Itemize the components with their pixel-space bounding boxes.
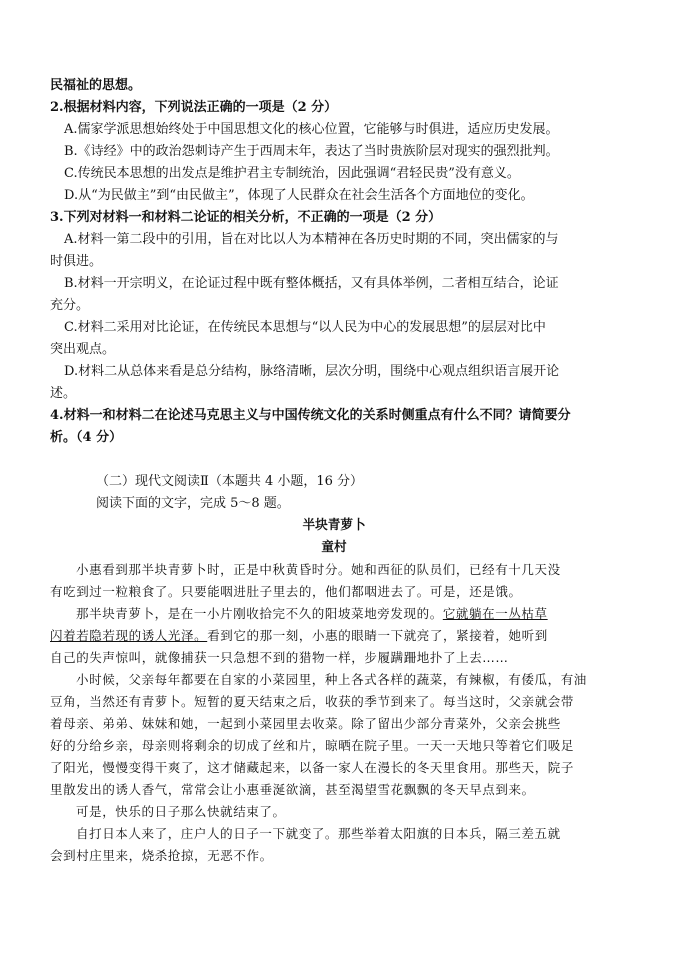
story-p3-line1: 小时候，父亲每年都要在自家的小菜园里，种上各式各样的蔬菜，有辣椒，有倭瓜，有油 — [76, 672, 587, 687]
story-p2-line3: 自己的失声惊叫，就像捕获一只急想不到的猎物一样，步履蹒跚地扑了上去…… — [50, 650, 509, 665]
q4-line2: 析。（4 分） — [50, 430, 123, 445]
story-p2-line2-text: 看到它的那一刻，小惠的眼睛一下就亮了，紧接着，她听到 — [207, 628, 548, 643]
q3-option-c-line1: C.材料二采用对比论证，在传统民本思想与“以人民为中心的发展思想”的层层对比中 — [64, 320, 546, 335]
q3-option-b-line2: 充分。 — [50, 298, 90, 313]
story-p2-line1-text: 那半块青萝卜，是在一小片刚收拾完不久的阳坡菜地旁发现的。 — [76, 606, 443, 621]
story-p3-line6: 里散发出的诱人香气，常常会让小惠垂涎欲滴，甚至渴望雪花飘飘的冬天早点到来。 — [50, 782, 535, 797]
q2-option-c: C.传统民本思想的出发点是维护君主专制统治，因此强调“君轻民贵”没有意义。 — [64, 166, 520, 181]
story-p2-underlined-2: 闪着若隐若现的诱人光泽。 — [50, 628, 208, 643]
story-p3-line4: 好的分给乡亲，母亲则将剩余的切成了丝和片，晾晒在院子里。一天一天地只等着它们吸足 — [50, 738, 575, 753]
q3-option-b-line1: B.材料一开宗明义，在论证过程中既有整体概括，又有具体举例，二者相互结合，论证 — [64, 276, 559, 291]
q2-option-a: A.儒家学派思想始终处于中国思想文化的核心位置，它能够与时俱进，适应历史发展。 — [64, 122, 559, 137]
story-p1-line2: 有吃到过一粒粮食了。只要能咽进肚子里去的，他们都咽进去了。可是，还是饿。 — [50, 584, 522, 599]
story-p2-line1 — [76, 606, 548, 622]
q3-option-d-line2: 述。 — [50, 386, 77, 401]
q2-stem: 2.根据材料内容，下列说法正确的一项是（2 分） — [50, 100, 338, 115]
story-title: 半块青萝卜 — [302, 518, 366, 533]
story-p5-line1: 自打日本人来了，庄户人的日子一下就变了。那些举着太阳旗的日本兵，隔三差五就 — [76, 826, 561, 841]
q3-stem: 3.下列对材料一和材料二论证的相关分析，不正确的一项是（2 分） — [50, 210, 442, 225]
q3-option-a-line1: A.材料一第二段中的引用，旨在对比以人为本精神在各历史时期的不同，突出儒家的与 — [64, 232, 559, 247]
q2-option-b: B.《诗经》中的政治怨刺诗产生于西周末年，表达了当时贵族阶层对现实的强烈批判。 — [64, 144, 559, 159]
story-p4: 可是，快乐的日子那么快就结束了。 — [76, 804, 286, 819]
q4-line1: 4.材料一和材料二在论述马克思主义与中国传统文化的关系时侧重点有什么不同？请简要分 — [50, 408, 571, 423]
story-p1-line1: 小惠看到那半块青萝卜时，正是中秋黄昏时分。她和西征的队员们，已经有十几天没 — [76, 562, 561, 577]
story-p3-line2: 豆角，当然还有青萝卜。短暂的夏天结束之后，收获的季节到来了。每当这时，父亲就会带 — [50, 694, 575, 709]
q3-option-d-line1: D.材料二从总体来看是总分结构，脉络清晰，层次分明，围绕中心观点组织语言展开论 — [64, 364, 560, 379]
q3-option-c-line2: 突出观点。 — [50, 342, 116, 357]
story-p3-line5: 了阳光，慢慢变得干爽了，这才储藏起来，以备一家人在漫长的冬天里食用。那些天，院子 — [50, 760, 575, 775]
q3-option-a-line2: 时俱进。 — [50, 254, 103, 269]
story-p2-line2 — [50, 628, 548, 644]
story-p3-line3: 着母亲、弟弟、妹妹和她，一起到小菜园里去收菜。除了留出少部分青菜外，父亲会挑些 — [50, 716, 561, 731]
intro-line: 民福祉的思想。 — [50, 78, 142, 93]
section2-instruction: 阅读下面的文字，完成 5～8 题。 — [96, 496, 290, 511]
q2-option-d: D.从“为民做主”到“由民做主”，体现了人民群众在社会生活各个方面地位的变化。 — [64, 188, 534, 203]
story-p5-line2: 会到村庄里来，烧杀抢掠，无恶不作。 — [50, 848, 273, 863]
story-p2-underlined-1: 它就躺在一丛枯草 — [442, 606, 548, 621]
story-author: 童村 — [321, 540, 347, 555]
section2-header: （二）现代文阅读Ⅱ（本题共 4 小题，16 分） — [96, 474, 364, 489]
